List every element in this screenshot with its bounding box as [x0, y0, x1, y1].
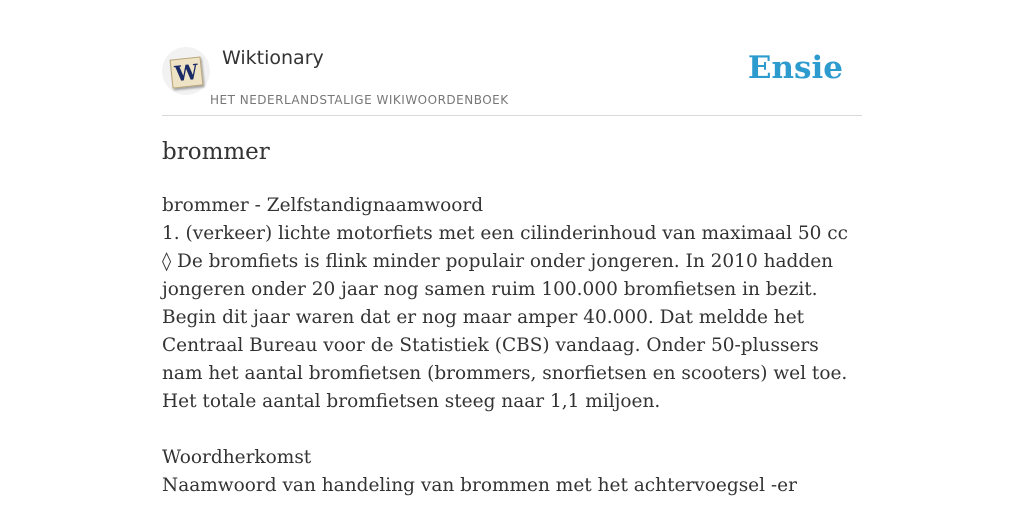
- etymology-text: Naamwoord van handeling van brommen met het achtervoegsel -er: [162, 475, 797, 496]
- site-header: [162, 40, 862, 116]
- etymology-heading: Woordherkomst: [162, 447, 312, 468]
- site-name[interactable]: Wiktionary: [222, 47, 324, 69]
- site-tagline: HET NEDERLANDSTALIGE WIKIWOORDENBOEK: [210, 93, 509, 107]
- example-sentence: ◊ De bromfiets is flink minder populair onder jongeren. In 2010 hadden jongeren onder 20 jaar nog samen ruim 100.000 bromfietsen in bezit. Begin dit jaar waren dat er nog maar amper 40.000. Dat meldde het Centraal Bureau voor de Statistiek (CBS) vandaag. Onder 50-plussers nam het aantal bromfietsen (brommers, snorfietsen en scooters) wel toe. Het totale aantal bromfietsen steeg naar 1,1 miljoen.: [162, 251, 848, 412]
- definition: 1. (verkeer) lichte motorfiets met een cilinderinhoud van maximaal 50 cc: [162, 223, 849, 244]
- entry-title: brommer: [162, 139, 270, 165]
- word-type: brommer - Zelfstandignaamwoord: [162, 195, 484, 216]
- wiktionary-logo[interactable]: [162, 47, 210, 95]
- ensie-brand-logo[interactable]: Ensie: [747, 50, 843, 86]
- entry-body: [162, 192, 862, 500]
- wiktionary-logo-icon: W: [170, 56, 204, 88]
